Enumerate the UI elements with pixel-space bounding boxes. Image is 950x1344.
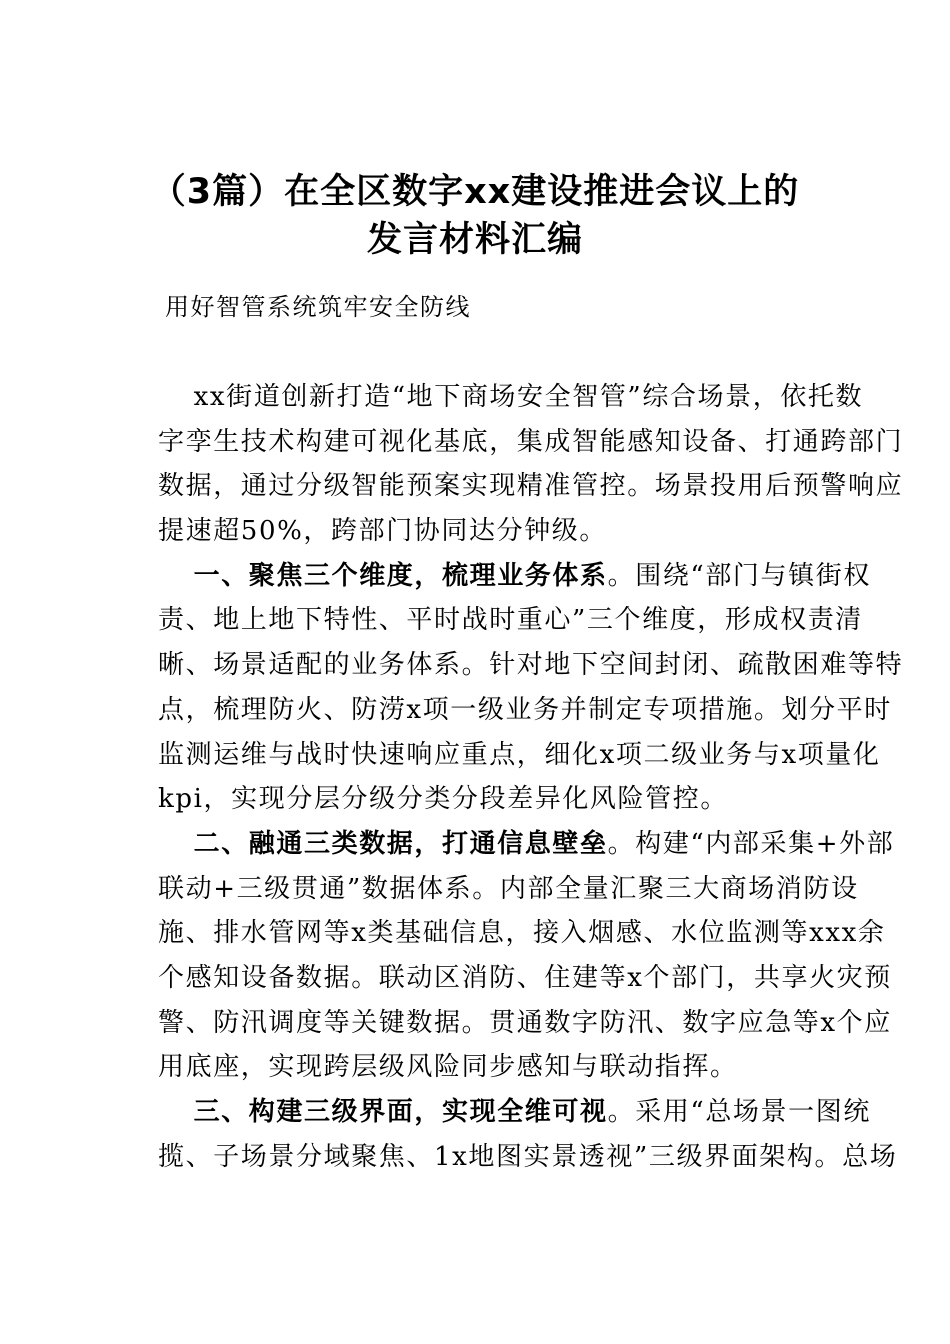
paragraph-text: 点，梳理防火、防涝x项一级业务并制定专项措施。划分平时	[158, 694, 892, 725]
paragraph-text: 警、防汛调度等关键数据。贯通数字防汛、数字应急等x个应	[158, 1007, 892, 1038]
paragraph-line	[158, 375, 864, 420]
paragraph-line	[158, 554, 871, 599]
paragraph-line	[158, 509, 838, 554]
paragraph-text: 监测运维与战时快速响应重点，细化x项二级业务与x项量化	[158, 739, 881, 770]
document-body	[158, 375, 904, 1179]
paragraph-text: 施、排水管网等x类基础信息，接入烟感、水位监测等xxx余	[158, 918, 886, 949]
document-title-line1: （3篇）在全区数字xx建设推进会议上的	[150, 172, 800, 212]
paragraph-text: 。构建“内部采集+外部	[607, 828, 895, 859]
paragraph-line	[158, 911, 886, 956]
paragraph-line	[158, 956, 892, 1001]
paragraph-text: 提速超50%，跨部门协同达分钟级。	[158, 516, 607, 547]
paragraph-line	[158, 733, 881, 778]
paragraph-text: 个感知设备数据。联动区消防、住建等x个部门，共享火灾预	[158, 962, 892, 993]
paragraph-text: 。采用“总场景一图统	[607, 1097, 871, 1127]
section-heading: 一、聚焦三个维度，梳理业务体系	[193, 560, 608, 591]
paragraph-line	[158, 822, 895, 867]
paragraph-line	[158, 464, 904, 509]
paragraph-line	[158, 867, 859, 912]
paragraph-line	[158, 1090, 871, 1135]
paragraph-line	[158, 598, 863, 643]
paragraph-text: 晰、场景适配的业务体系。针对地下空间封闭、疏散困难等特	[158, 650, 904, 681]
paragraph-line	[158, 643, 904, 688]
paragraph-line	[158, 1001, 892, 1046]
section-heading: 二、融通三类数据，打通信息壁垒	[193, 828, 608, 859]
section-subtitle: 用好智管系统筑牢安全防线	[165, 293, 471, 321]
paragraph-text: 责、地上地下特性、平时战时重心”三个维度，形成权责清	[158, 605, 863, 636]
paragraph-text: 数据，通过分级智能预案实现精准管控。场景投用后预警响应	[158, 471, 904, 502]
paragraph-text: 揽、子场景分域聚焦、1x地图实景透视”三级界面架构。总场	[158, 1141, 898, 1172]
paragraph-text: 。围绕“部门与镇街权	[607, 560, 871, 591]
paragraph-text: xx街道创新打造“地下商场安全智管”综合场景，依托数	[193, 382, 864, 412]
paragraph-text: 用底座，实现跨层级风险同步感知与联动指挥。	[158, 1052, 738, 1083]
section-heading: 三、构建三级界面，实现全维可视	[193, 1097, 608, 1127]
paragraph-line	[158, 420, 904, 465]
paragraph-line	[158, 1045, 838, 1090]
paragraph-line	[158, 688, 892, 733]
document-title-line2: 发言材料汇编	[366, 220, 583, 260]
paragraph-text: 字孪生技术构建可视化基底，集成智能感知设备、打通跨部门	[158, 426, 904, 457]
paragraph-text: kpi，实现分层分级分类分段差异化风险管控。	[158, 784, 728, 815]
paragraph-line	[158, 777, 838, 822]
paragraph-line	[158, 1135, 898, 1180]
paragraph-text: 联动+三级贯通”数据体系。内部全量汇聚三大商场消防设	[158, 873, 859, 904]
